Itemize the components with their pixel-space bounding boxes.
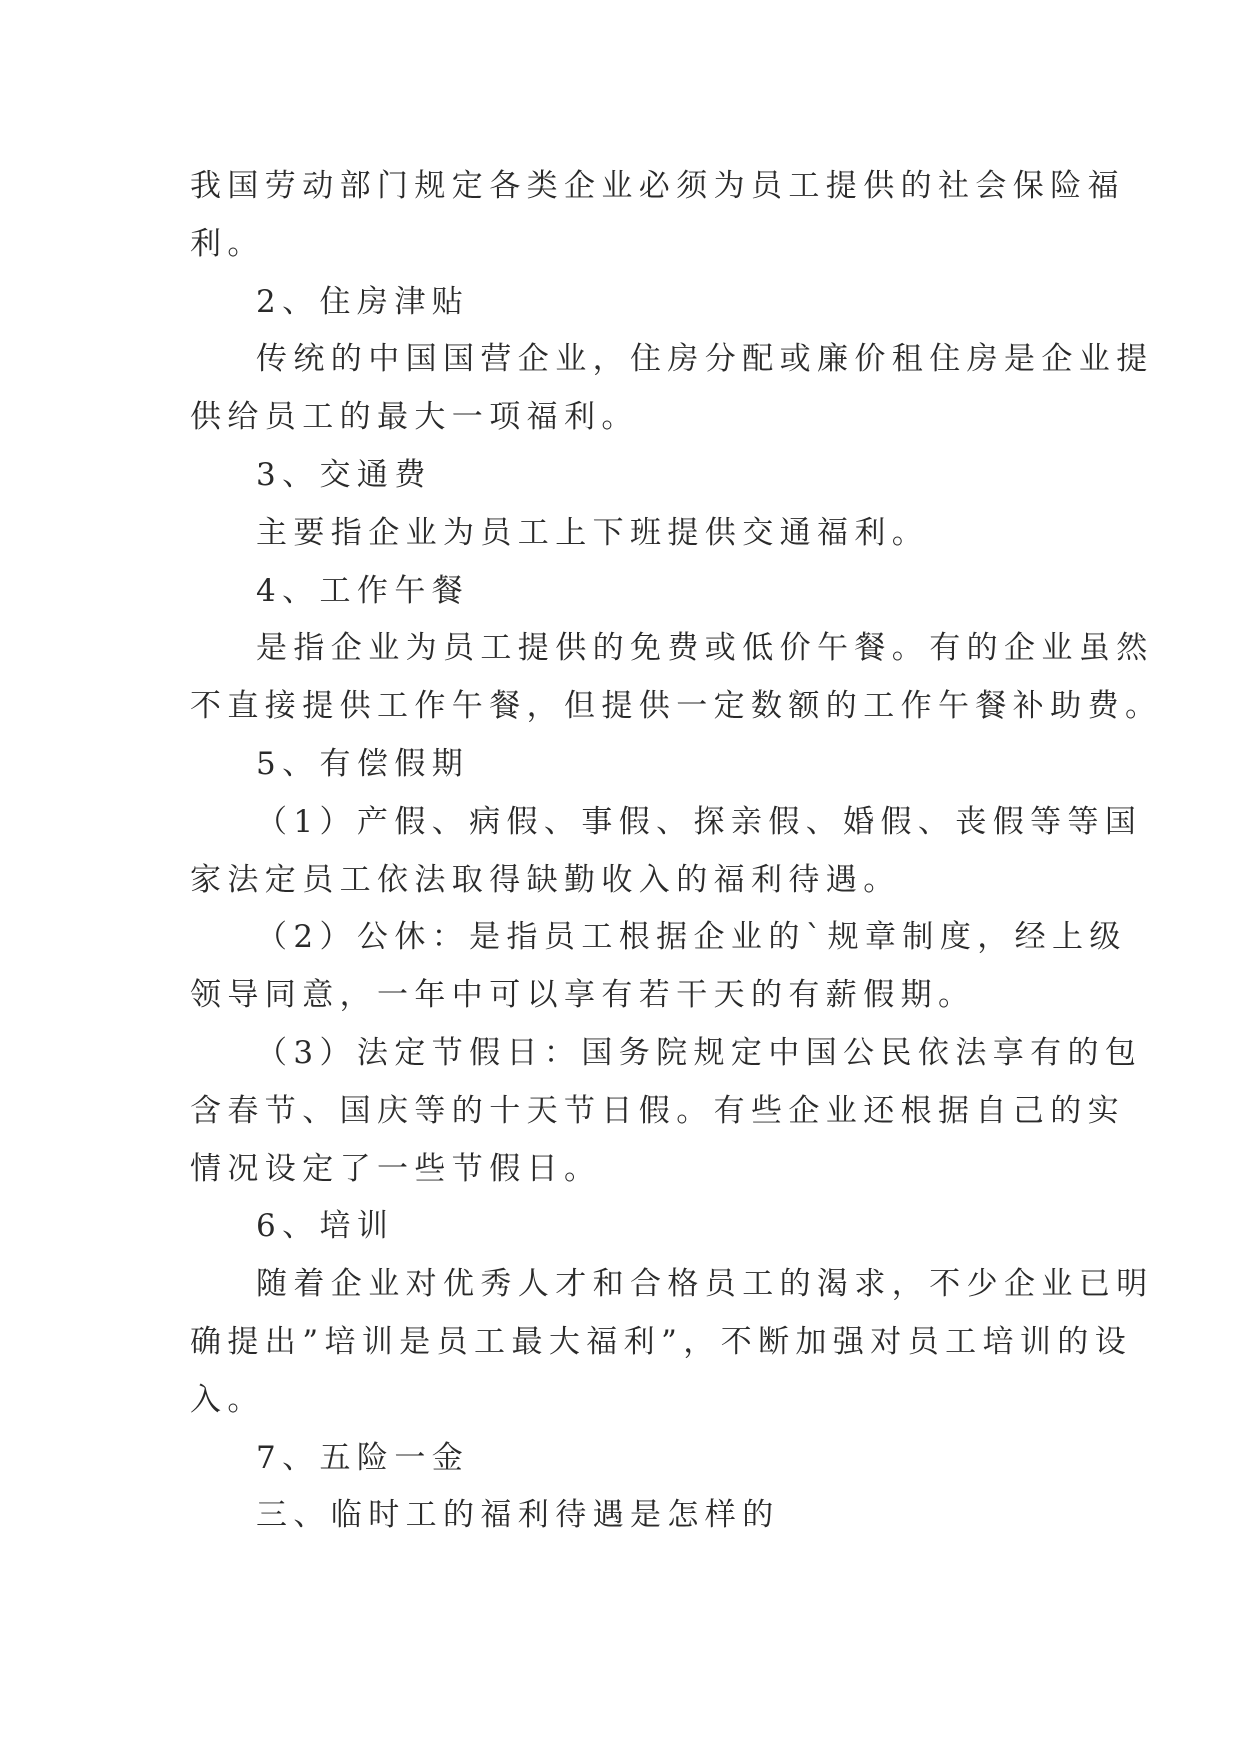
text-line: 确提出”培训是员工最大福利”，不断加强对员工培训的设 [190, 1323, 1133, 1360]
section-heading: 2、住房津贴 [256, 283, 470, 320]
text-line: 情况设定了一些节假日。 [190, 1150, 602, 1187]
document-body [190, 158, 1163, 1545]
text-line: 入。 [190, 1381, 265, 1418]
text-line: 我国劳动部门规定各类企业必须为员工提供的社会保险福 [190, 168, 1125, 204]
text-line: （3）法定节假日：国务院规定中国公民依法享有的包 [256, 1034, 1143, 1071]
section-heading: 5、有偿假期 [256, 745, 470, 782]
text-line: 随着企业对优秀人才和合格员工的渴求，不少企业已明 [256, 1266, 1154, 1303]
text-line: （2）公休：是指员工根据企业的`规章制度，经上级 [256, 919, 1127, 956]
text-line: 利。 [190, 225, 265, 262]
section-heading: 4、工作午餐 [256, 572, 470, 609]
text-line: 供给员工的最大一项福利。 [190, 399, 639, 436]
section-heading: 7、五险一金 [256, 1439, 470, 1476]
text-line: 主要指企业为员工上下班提供交通福利。 [256, 514, 930, 551]
text-line: 领导同意，一年中可以享有若干天的有薪假期。 [190, 977, 976, 1014]
text-line: （1）产假、病假、事假、探亲假、婚假、丧假等等国 [256, 803, 1143, 840]
text-line: 是指企业为员工提供的免费或低价午餐。有的企业虽然 [256, 630, 1154, 667]
section-heading: 三、临时工的福利待遇是怎样的 [256, 1497, 780, 1534]
text-line: 家法定员工依法取得缺勤收入的福利待遇。 [190, 861, 901, 898]
text-line: 传统的中国国营企业，住房分配或廉价租住房是企业提 [256, 341, 1154, 378]
section-heading: 3、交通费 [256, 456, 432, 493]
text-line: 含春节、国庆等的十天节日假。有些企业还根据自己的实 [190, 1092, 1125, 1129]
section-heading: 6、培训 [256, 1208, 395, 1245]
text-line: 不直接提供工作午餐，但提供一定数额的工作午餐补助费。 [190, 688, 1163, 725]
